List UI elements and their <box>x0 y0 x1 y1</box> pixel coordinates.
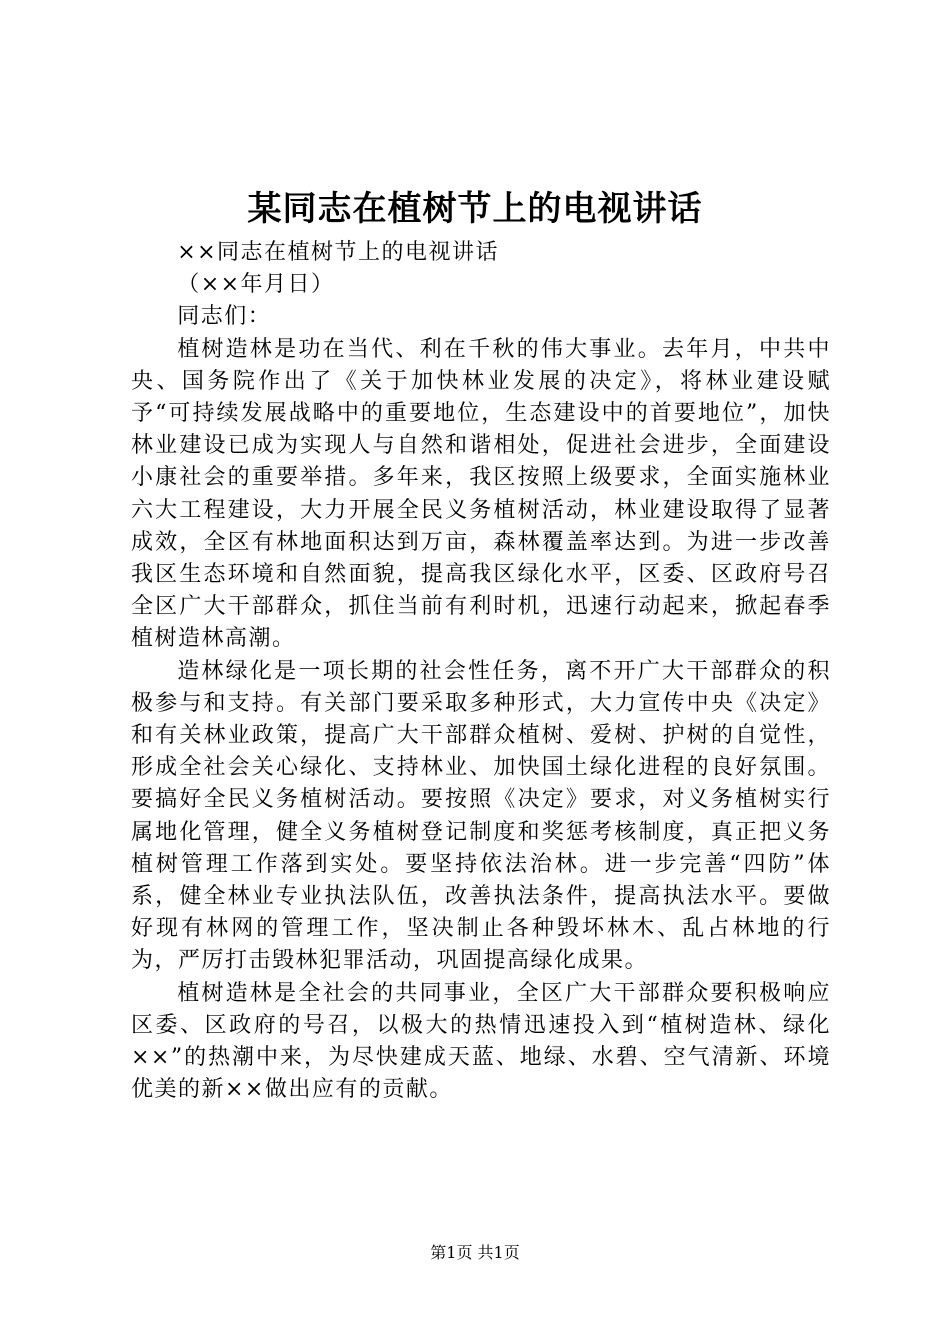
salutation-line: 同志们： <box>177 304 272 330</box>
body-paragraph-1: 植树造林是功在当代、利在千秋的伟大事业。去年月，中共中央、国务院作出了《关于加快林业发展的决定》，将林业建设赋予“可持续发展战略中的重要地位，生态建设中的首要地位”，加快林业建设已成为实现人与自然和谐相处，促进社会进步，全面建设小康社会的重要举措。多年来，我区按照上级要求，全面实施林业六大工程建设，大力开展全民义务植树活动，林业建设取得了显著成效，全区有林地面积达到万亩，森林覆盖率达到。为进一步改善我区生态环境和自然面貌，提高我区绿化水平，区委、区政府号召全区广大干部群众，抓住当前有利时机，迅速行动起来，掀起春季植树造林高潮。 <box>131 336 831 652</box>
date-line: （××年月日） <box>177 272 335 298</box>
body-paragraph-2: 造林绿化是一项长期的社会性任务，离不开广大干部群众的积极参与和支持。有关部门要采取多种形式，大力宣传中央《决定》和有关林业政策，提高广大干部群众植树、爱树、护树的自觉性，形成全社会关心绿化、支持林业、加快国土绿化进程的良好氛围。要搞好全民义务植树活动。要按照《决定》要求，对义务植树实行属地化管理，健全义务植树登记制度和奖惩考核制度，真正把义务植树管理工作落到实处。要坚持依法治林。进一步完善“四防”体系，健全林业专业执法队伍，改善执法条件，提高执法水平。要做好现有林网的管理工作，坚决制止各种毁坏林木、乱占林地的行为，严厉打击毁林犯罪活动，巩固提高绿化成果。 <box>131 658 831 974</box>
document-title: 某同志在植树节上的电视讲话 <box>247 189 703 229</box>
document-body <box>131 237 831 1106</box>
page-footer: 第1页 共1页 <box>430 1243 520 1262</box>
body-paragraph-3: 植树造林是全社会的共同事业，全区广大干部群众要积极响应区委、区政府的号召，以极大的热情迅速投入到“植树造林、绿化××”的热潮中来，为尽快建成天蓝、地绿、水碧、空气清新、环境优美的新××做出应有的贡献。 <box>131 980 831 1103</box>
subtitle-line: ××同志在植树节上的电视讲话 <box>177 240 500 265</box>
